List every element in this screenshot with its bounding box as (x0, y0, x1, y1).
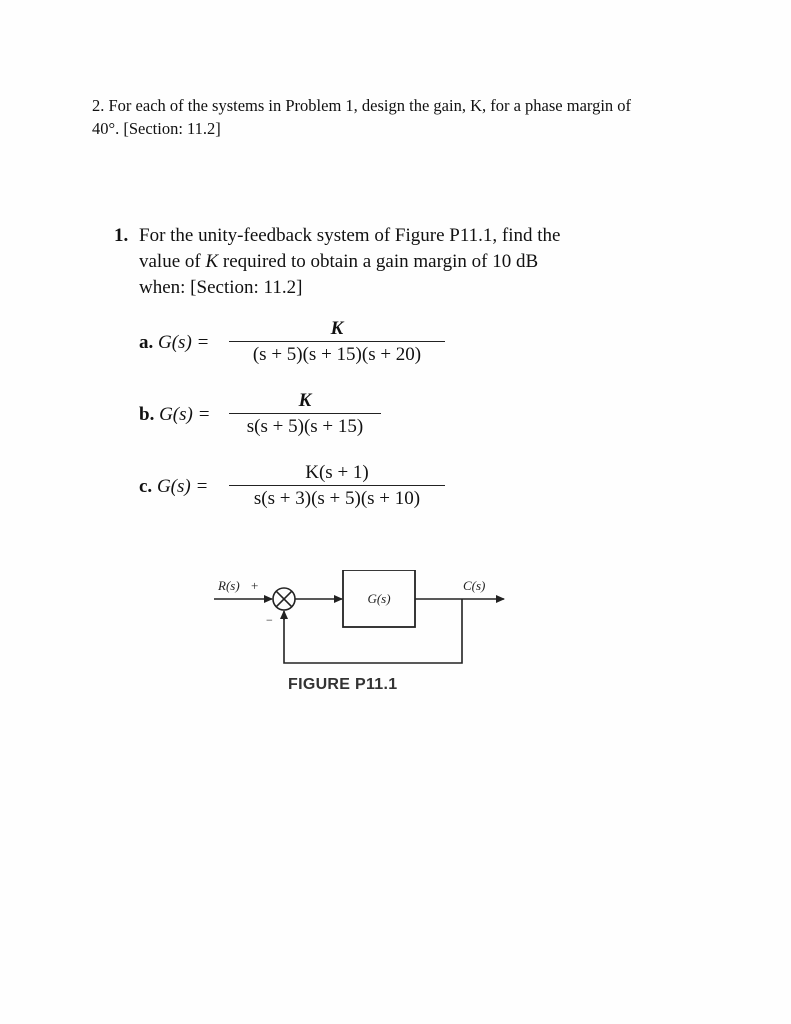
problem-1-line-2-start: value of (139, 251, 206, 272)
problem-1-line-2 (139, 249, 674, 275)
feedback-path-line (284, 599, 462, 663)
equation-a-denominator: (s + 5)(s + 15)(s + 20) (252, 344, 422, 365)
equation-c-numerator: K(s + 1) (305, 462, 369, 483)
equation-b-fraction (229, 390, 381, 438)
equation-c-label: c. (139, 476, 153, 497)
equation-a-lhs (139, 332, 209, 354)
block-diagram-svg (208, 570, 518, 680)
equation-a-lhs-text: G(s) = (158, 332, 210, 353)
output-label: C(s) (463, 578, 486, 593)
plant-label: G(s) (367, 591, 391, 606)
equation-b-denominator: s(s + 5)(s + 15) (246, 416, 364, 437)
problem-2-text (92, 94, 712, 140)
equation-a-label: a. (139, 332, 154, 353)
equation-a-fraction-bar (229, 341, 445, 342)
problem-1-line-3: when: [Section: 11.2] (139, 277, 303, 298)
problem-2-line-2: 40°. [Section: 11.2] (92, 119, 221, 138)
problem-1-line-2-end: required to obtain a gain margin of 10 dB (218, 251, 539, 272)
minus-sign: − (266, 613, 273, 627)
equation-b-lhs (139, 404, 210, 426)
input-label: R(s) (218, 578, 240, 593)
figure-caption: FIGURE P11.1 (288, 676, 398, 693)
equation-a-fraction (229, 318, 445, 366)
equation-b-numerator (229, 390, 381, 412)
equation-b-lhs-text: G(s) = (159, 404, 211, 425)
gain-symbol: K (205, 251, 219, 272)
equation-c-fraction-bar (229, 485, 445, 486)
equation-c-lhs (139, 476, 208, 498)
equation-a-numerator (229, 318, 445, 340)
problem-1-number: 1. (114, 225, 129, 246)
equation-c-denominator: s(s + 3)(s + 5)(s + 10) (253, 488, 421, 509)
equation-b-label: b. (139, 404, 155, 425)
equation-b-numerator-text: K (298, 390, 312, 411)
equation-b-fraction-bar (229, 413, 381, 414)
equation-a-numerator-text: K (330, 318, 344, 339)
problem-1-line-1: For the unity-feedback system of Figure P11.1, find the (139, 225, 561, 246)
problem-1-statement (114, 223, 674, 301)
plus-sign: + (251, 578, 259, 593)
equation-c-lhs-text: G(s) = (156, 476, 209, 497)
problem-2-line-1: 2. For each of the systems in Problem 1, design the gain, K, for a phase margin of (92, 96, 632, 115)
equation-c-fraction (229, 462, 445, 510)
